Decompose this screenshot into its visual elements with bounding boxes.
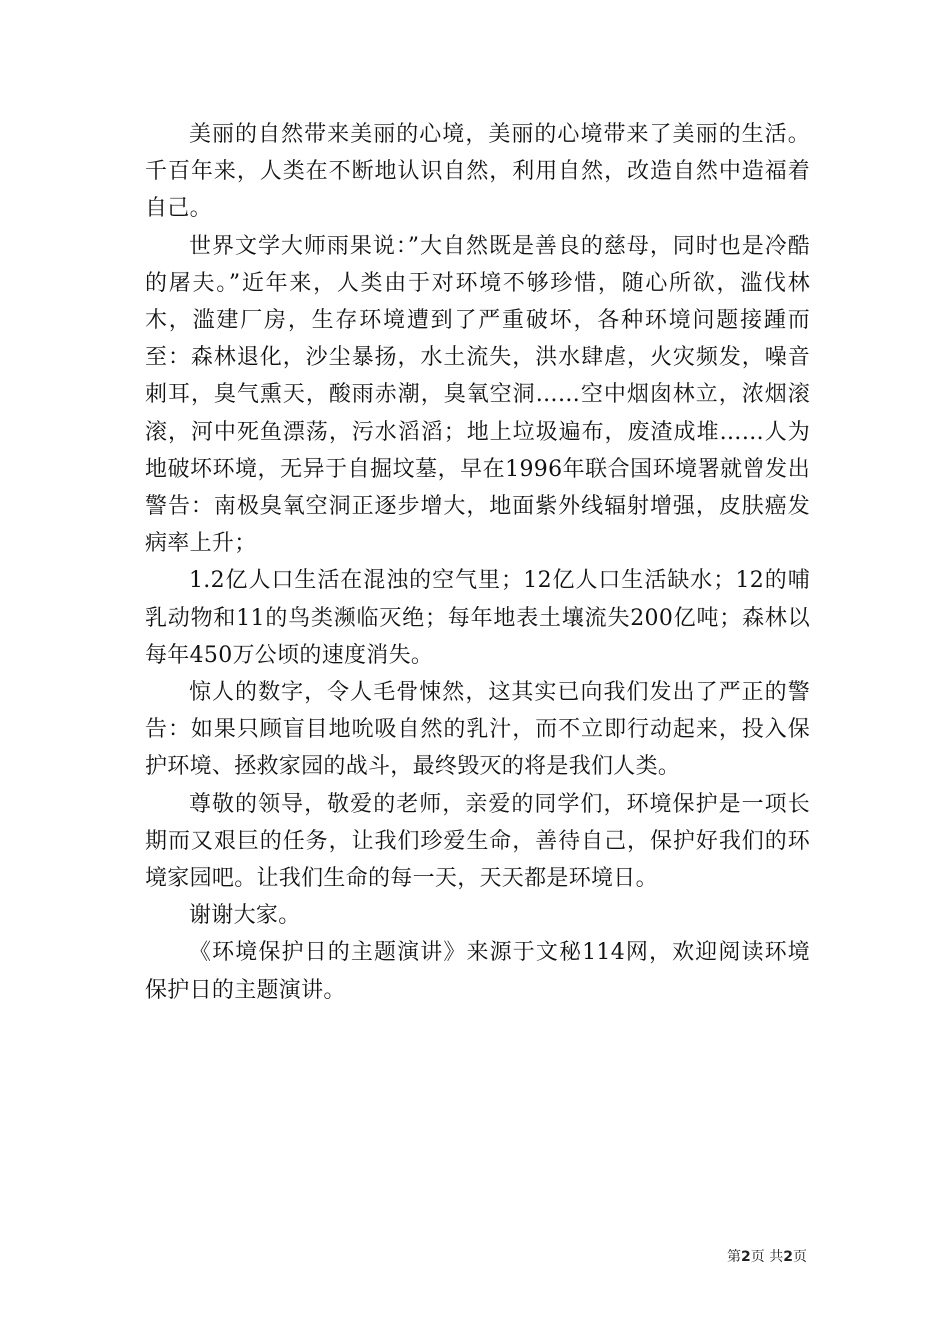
page-number-footer (727, 1246, 807, 1266)
footer-suffix: 页 (793, 1249, 807, 1265)
paragraph-intro: 美丽的自然带来美丽的心境，美丽的心境带来了美丽的生活。千百年来，人类在不断地认识自然，利用自然，改造自然中造福着自己。 (145, 122, 810, 222)
paragraph-warning: 惊人的数字，令人毛骨悚然，这其实已向我们发出了严正的警告：如果只顾盲目地吮吸自然的乳汁，而不立即行动起来，投入保护环境、拯救家园的战斗，最终毁灭的将是我们人类。 (145, 680, 810, 780)
footer-current-page: 2 (741, 1249, 751, 1265)
paragraph-source: 《环境保护日的主题演讲》来源于文秘114网，欢迎阅读环境保护日的主题演讲。 (145, 940, 810, 1003)
footer-total-pages: 2 (783, 1249, 793, 1265)
paragraph-thanks: 谢谢大家。 (189, 903, 301, 929)
paragraph-hugo-quote: 世界文学大师雨果说：”大自然既是善良的慈母，同时也是冷酷的屠夫。”近年来，人类由于对环境不够珍惜，随心所欲，滥伐林木，滥建厂房，生存环境遭到了严重破坏，各种环境问题接踵而至：森林退化，沙尘暴扬，水土流失，洪水肆虐，火灾频发，噪音刺耳，臭气熏天，酸雨赤潮，臭氧空洞……空中烟囱林立，浓烟滚滚，河中死鱼漂荡，污水滔滔；地上垃圾遍布，废渣成堆……人为地破坏环境，无异于自掘坟墓，早在1996年联合国环境署就曾发出警告：南极臭氧空洞正逐步增大，地面紫外线辐射增强，皮肤癌发病率上升； (145, 233, 810, 557)
footer-middle: 页 共 (750, 1249, 784, 1265)
paragraph-appeal: 尊敬的领导，敬爱的老师，亲爱的同学们，环境保护是一项长期而又艰巨的任务，让我们珍爱生命，善待自己，保护好我们的环境家园吧。让我们生命的每一天，天天都是环境日。 (145, 791, 810, 892)
footer-prefix: 第 (727, 1249, 742, 1265)
paragraph-statistics: 1.2亿人口生活在混浊的空气里；12亿人口生活缺水；12的哺乳动物和11的鸟类濒临灭绝；每年地表土壤流失200亿吨；森林以每年450万公顷的速度消失。 (145, 568, 810, 668)
document-body (145, 116, 810, 1009)
